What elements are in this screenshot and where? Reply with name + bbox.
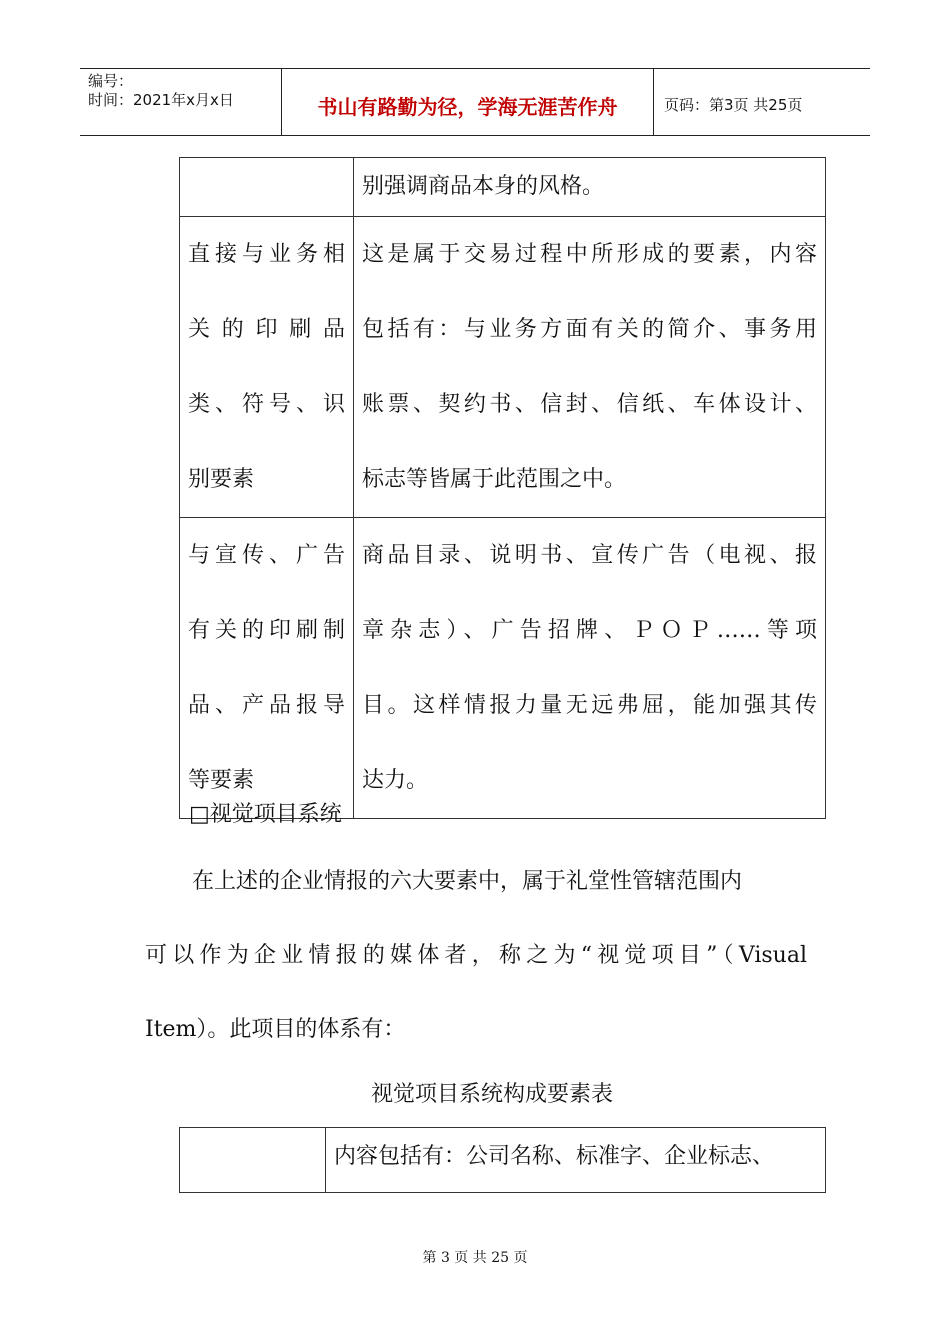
visual-items-table: [179, 1127, 826, 1193]
header-page-info: 页码：第3页 共25页: [664, 95, 803, 114]
table-cell-right: [354, 158, 826, 217]
table-row: [180, 518, 826, 819]
cell-line: 账票、契约书、信封、信纸、车体设计、: [362, 392, 817, 417]
cell-line: 别强调商品本身的风格。: [362, 174, 605, 199]
cell-line: 包括有：与业务方面有关的简介、事务用: [362, 317, 817, 342]
cell-line: 与宣传、广告: [188, 543, 345, 568]
body-line: 可以作为企业情报的媒体者，称之为“视觉项目”（Visual: [145, 943, 807, 968]
cell-line: 标志等皆属于此范围之中。: [362, 467, 627, 492]
cell-line: 关的印刷品: [188, 317, 345, 342]
page-footer: 第 3 页 共 25 页: [422, 1250, 528, 1266]
table-cell-left: [180, 1128, 326, 1193]
table-row: [180, 1128, 826, 1193]
time-label: 时间：2021年x月x日: [88, 91, 234, 109]
table-title: 视觉项目系统构成要素表: [370, 1082, 613, 1107]
table-row: [180, 217, 826, 518]
body-line: Item）。此项目的体系有：: [145, 1017, 406, 1042]
table-cell-left: [180, 217, 354, 518]
cell-line: 章杂志）、广告招牌、ＰＯＰ……等项: [362, 618, 817, 643]
table-cell-left: [180, 518, 354, 819]
cell-line: 有关的印刷制: [188, 618, 345, 643]
section-heading: □视觉项目系统: [189, 802, 342, 827]
table-cell-right: [354, 217, 826, 518]
elements-table: [179, 157, 826, 819]
serial-label: 编号：: [88, 72, 134, 90]
cell-line: 直接与业务相: [188, 242, 345, 267]
table-cell-right: [354, 518, 826, 819]
cell-line: 达力。: [362, 768, 429, 793]
table-cell-right: 内容包括有：公司名称、标准字、企业标志、: [326, 1128, 826, 1193]
page-header: [80, 68, 870, 136]
cell-line: 商品目录、说明书、宣传广告（电视、报: [362, 543, 817, 568]
cell-line: 等要素: [188, 768, 255, 793]
header-meta: [80, 69, 282, 135]
cell-line: 这是属于交易过程中所形成的要素，内容: [362, 242, 817, 267]
cell-line: 别要素: [188, 467, 255, 492]
cell-line: 品、产品报导: [188, 693, 345, 718]
cell-line: 目。这样情报力量无远弗屈，能加强其传: [362, 693, 817, 718]
body-line: 在上述的企业情报的六大要素中，属于礼堂性管辖范围内: [192, 869, 743, 894]
header-motto: 书山有路勤为径，学海无涯苦作舟: [282, 69, 654, 135]
table-cell-left: [180, 158, 354, 217]
cell-line: 类、符号、识: [188, 392, 345, 417]
table-row: [180, 158, 826, 217]
